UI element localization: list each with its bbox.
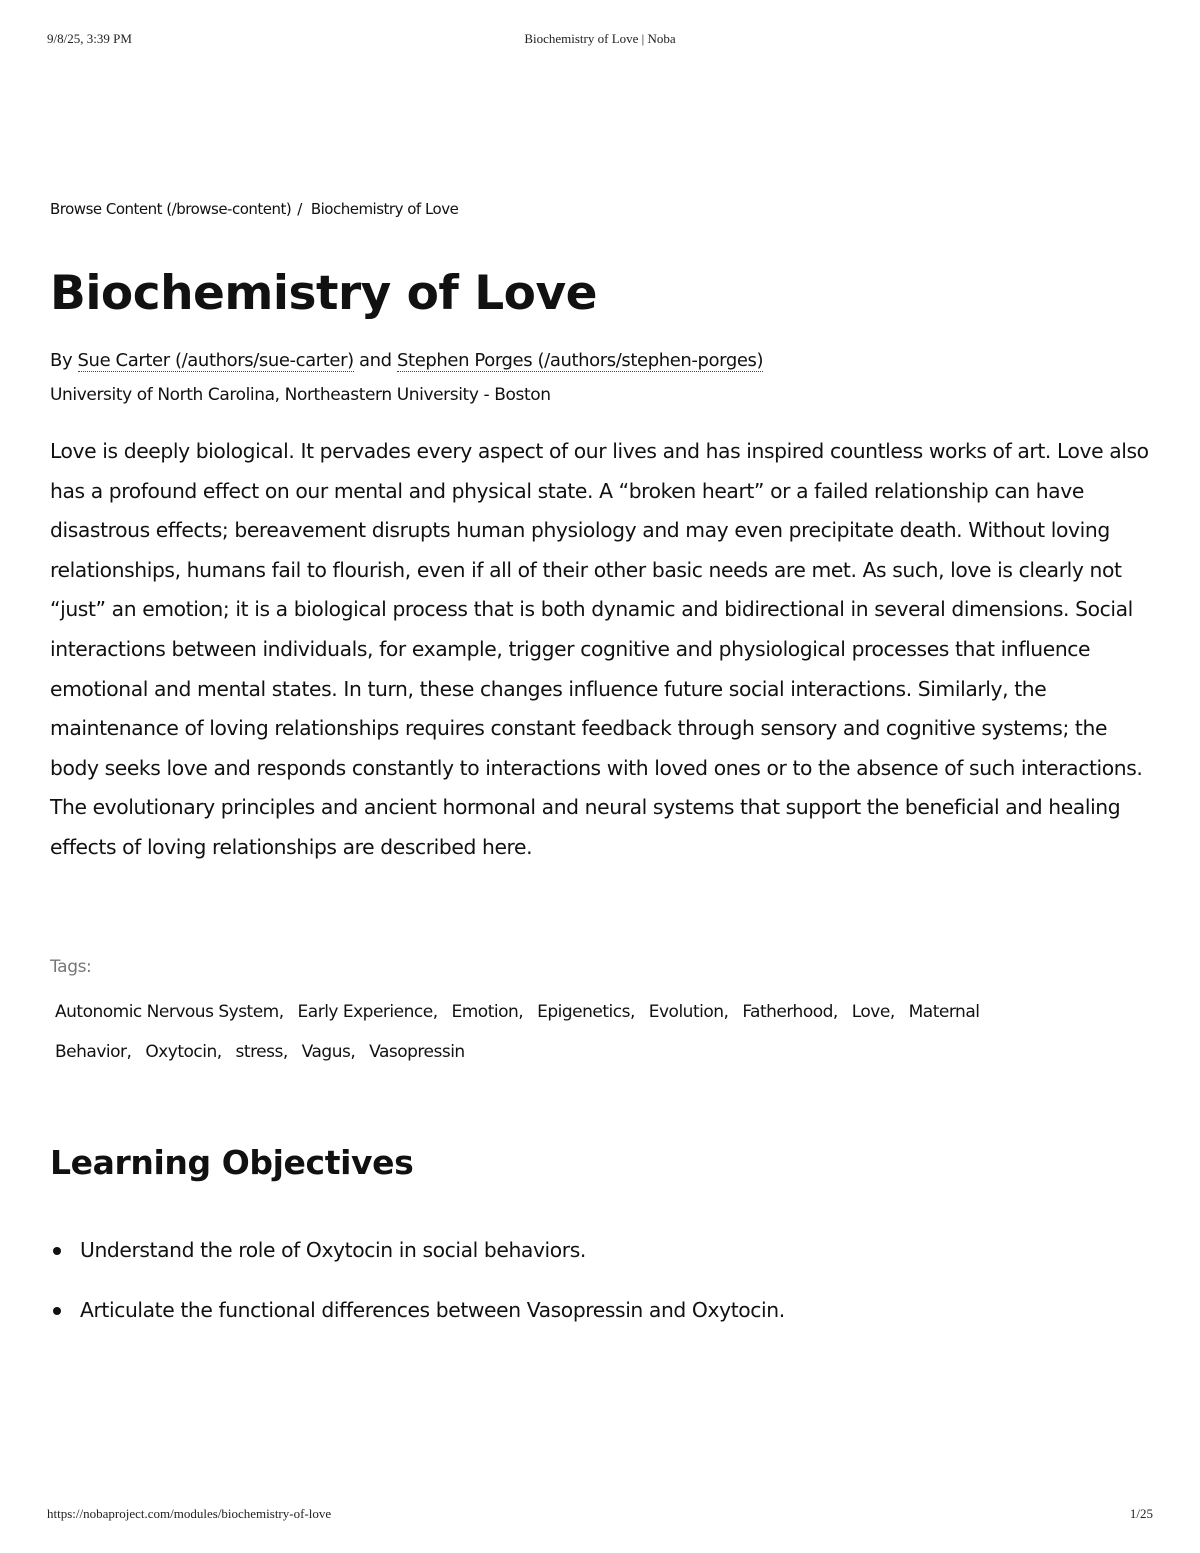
objective-text: Understand the role of Oxytocin in social behaviors. <box>80 1237 586 1262</box>
list-item <box>50 1290 1160 1330</box>
tag-link[interactable]: Emotion <box>451 1001 519 1022</box>
tag-separator: , <box>629 1001 635 1022</box>
tags-label: Tags: <box>50 956 92 977</box>
module-abstract: Love is deeply biological. It pervades every aspect of our lives and has inspired countless works of art. Love also has a profound effect on our mental and physical state. A “broken heart” or a failed relationship can have disastrous effects; bereavement disrupts human physiology and may even precipitate death. Without loving relationships, humans fail to flourish, even if all of their other basic needs are met. As such, love is clearly not “just” an emotion; it is a biological process that is both dynamic and bidirectional in several dimensions. Social interactions between individuals, for example, trigger cognitive and physiological processes that influence emotional and mental states. In turn, these changes influence future social interactions. Similarly, the maintenance of loving relationships requires constant feedback through sensory and cognitive systems; the body seeks love and responds constantly to interactions with loved ones or to the absence of such interactions. The evolutionary principles and ancient hormonal and neural systems that support the beneficial and healing effects of loving relationships are described here. <box>50 439 1149 859</box>
print-footer-page-number: 1/25 <box>1129 1506 1153 1521</box>
bullet-icon <box>53 1307 61 1315</box>
print-header-datetime: 9/8/25, 3:39 PM <box>47 31 132 46</box>
bullet-icon <box>53 1247 61 1255</box>
author-affiliation: University of North Carolina, Northeastern University - Boston <box>50 385 551 405</box>
tag-separator: , <box>282 1041 288 1062</box>
tag-separator: , <box>350 1041 356 1062</box>
print-footer-url: https://nobaproject.com/modules/biochemistry-of-love <box>47 1506 332 1521</box>
list-item <box>50 1230 1160 1270</box>
learning-objectives-heading: Learning Objectives <box>50 1142 414 1182</box>
print-header-title: Biochemistry of Love | Noba <box>524 31 676 46</box>
tag-link[interactable]: Vagus <box>301 1041 351 1062</box>
tag-link[interactable]: Autonomic Nervous System <box>55 1001 279 1022</box>
tag-link[interactable]: Early Experience <box>297 1001 433 1022</box>
breadcrumb-separator: / <box>297 200 302 218</box>
tag-link[interactable]: Oxytocin <box>145 1041 217 1062</box>
tag-separator: , <box>432 1001 438 1022</box>
article-content <box>50 200 1160 1350</box>
tag-link[interactable]: Evolution <box>648 1001 724 1022</box>
learning-objectives-list <box>50 1230 1160 1330</box>
author-link-sue-carter[interactable]: Sue Carter (/authors/sue-carter) <box>77 350 354 371</box>
tag-link[interactable]: Maternal Behavior <box>55 1001 980 1062</box>
byline-conjunction: and <box>359 350 392 371</box>
breadcrumb-browse-content-link[interactable]: Browse Content (/browse-content) <box>50 200 292 218</box>
tag-separator: , <box>216 1041 222 1062</box>
page-title: Biochemistry of Love <box>50 266 597 321</box>
tag-separator: , <box>832 1001 838 1022</box>
tag-separator: , <box>518 1001 524 1022</box>
tag-separator: , <box>278 1001 284 1022</box>
tag-link[interactable]: stress <box>235 1041 283 1062</box>
tag-separator: , <box>126 1041 132 1062</box>
tag-link[interactable]: Epigenetics <box>537 1001 630 1022</box>
breadcrumb-current: Biochemistry of Love <box>310 200 459 218</box>
tag-list <box>50 992 1055 1072</box>
objective-text: Articulate the functional differences between Vasopressin and Oxytocin. <box>80 1297 785 1322</box>
tag-separator: , <box>723 1001 729 1022</box>
author-link-stephen-porges[interactable]: Stephen Porges (/authors/stephen-porges) <box>397 350 764 371</box>
tag-separator: , <box>889 1001 895 1022</box>
byline-prefix: By <box>50 350 73 371</box>
tag-link[interactable]: Vasopressin <box>369 1041 465 1062</box>
tag-link[interactable]: Fatherhood <box>742 1001 833 1022</box>
breadcrumb <box>50 200 1160 222</box>
tag-link[interactable]: Love <box>851 1001 890 1022</box>
byline <box>50 348 1160 374</box>
